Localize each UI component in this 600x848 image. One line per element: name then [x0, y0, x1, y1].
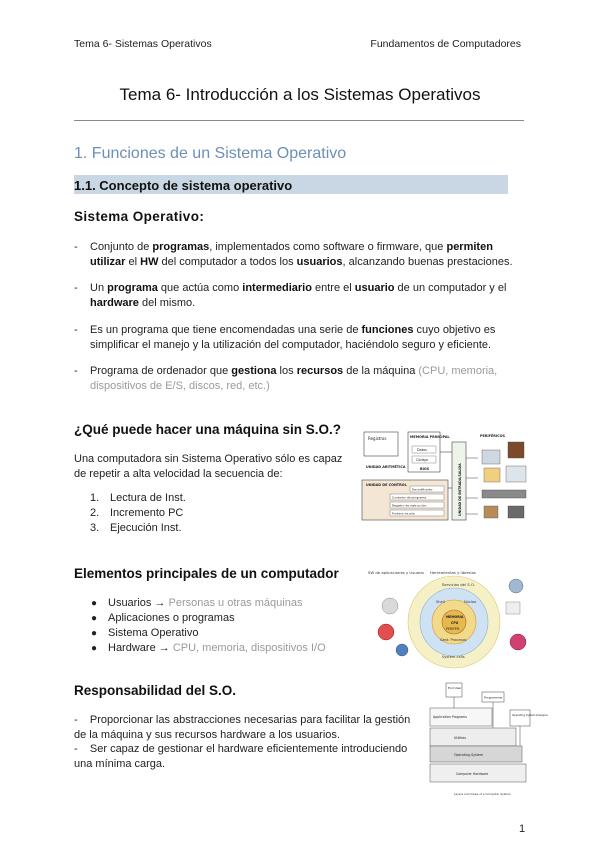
svg-text:Código: Código	[416, 458, 428, 462]
svg-text:Shell: Shell	[436, 600, 445, 604]
os-layers-ring-diagram	[366, 566, 530, 670]
document-title: Tema 6- Introducción a los Sistemas Operativos	[119, 85, 481, 104]
definition-bullet-2: - Un programa que actúa como intermediario entre el usuario de un computador y el hardware del mismo.	[74, 282, 507, 309]
svg-text:SW de aplicaciones y Usuario: SW de aplicaciones y Usuario	[368, 570, 424, 575]
svg-text:Operating-System: Operating-System	[454, 753, 483, 757]
list-item: 3. Ejecución Inst.	[90, 522, 182, 534]
definition-bullet-4: - Programa de ordenador que gestiona los recursos de la máquina (CPU, memoria, dispositivos de E/S, discos, red, etc.)	[74, 365, 498, 392]
svg-text:MEMORIA: MEMORIA	[446, 615, 464, 619]
computer-icon	[382, 598, 398, 614]
svg-text:UNIDAD DE ENTRADA/SALIDA: UNIDAD DE ENTRADA/SALIDA	[458, 463, 462, 516]
svg-text:Contador de programa: Contador de programa	[392, 495, 427, 500]
svg-text:Utilities: Utilities	[454, 736, 466, 740]
list-item: 1. Lectura de Inst.	[90, 492, 186, 504]
svg-text:Programmer: Programmer	[484, 695, 503, 700]
responsibility-bullet-1: - Proporcionar las abstracciones necesarias para facilitar la gestión de la máquina y sus recursos hardware a los usuarios.	[74, 714, 411, 741]
list-item: ● Aplicaciones o programas	[91, 612, 235, 624]
list-item: ● Hardware → CPU, memoria, dispositivos I/O	[91, 642, 326, 654]
svg-text:System calls: System calls	[442, 655, 465, 659]
subsection-heading: 1.1. Concepto de sistema operativo	[74, 178, 293, 193]
printer-icon	[482, 450, 500, 464]
designer-box	[510, 710, 530, 726]
monitor-icon	[506, 466, 526, 482]
disk-drive-icon	[484, 506, 498, 518]
application-icon	[378, 624, 394, 640]
execution-cycle-list	[90, 491, 186, 536]
speaker-icon	[508, 442, 524, 458]
svg-text:Registro de instrucción: Registro de instrucción	[392, 503, 427, 508]
cabinet-icon	[508, 506, 524, 518]
term-heading: Sistema Operativo:	[74, 209, 205, 224]
svg-text:Decodificador: Decodificador	[412, 487, 433, 492]
svg-text:Núcleo: Núcleo	[464, 600, 477, 604]
svg-text:Datos: Datos	[417, 448, 427, 452]
responsibility-heading: Responsabilidad del S.O.	[74, 683, 237, 698]
memory-card-icon	[482, 490, 526, 498]
svg-text:Computer Hardware: Computer Hardware	[456, 772, 489, 776]
utilities-layer	[430, 728, 516, 746]
computer-architecture-diagram	[360, 428, 532, 524]
no-os-heading: ¿Qué puede hacer una máquina sin S.O.?	[74, 422, 342, 437]
svg-text:Operating System Designer: Operating System Designer	[512, 714, 548, 717]
responsibility-bullet-2: - Ser capaz de gestionar el hardware eficientemente introduciendo una mínima carga.	[74, 743, 408, 770]
no-os-paragraph: Una computadora sin Sistema Operativo sólo es capaz de repetir a alta velocidad la secuencia de:	[74, 453, 343, 480]
svg-text:Herramientas y librerías: Herramientas y librerías	[430, 570, 476, 575]
svg-text:Servicios del S.O.: Servicios del S.O.	[442, 582, 475, 587]
header-right-title: Fundamentos de Computadores	[370, 38, 521, 50]
library-icon	[510, 634, 526, 650]
definition-bullet-1: - Conjunto de programas, implementados como software o firmware, que permiten utilizar el HW del computador a todos los usuarios, alcanzando buenas prestaciones.	[74, 241, 513, 268]
svg-text:PERIFÉRICOS: PERIFÉRICOS	[480, 434, 505, 438]
list-item: 2. Incremento PC	[90, 507, 184, 519]
svg-text:UNIDAD ARITMÉTICA: UNIDAD ARITMÉTICA	[366, 465, 406, 469]
title-divider	[74, 120, 524, 121]
tools-icon	[509, 579, 523, 593]
svg-text:MEMORIA PRINCIPAL: MEMORIA PRINCIPAL	[410, 435, 450, 439]
svg-text:Gest. Procesos: Gest. Procesos	[440, 638, 467, 642]
page-number: 1	[519, 823, 526, 835]
section-heading: 1. Funciones de un Sistema Operativo	[74, 145, 347, 162]
documents-icon	[506, 602, 520, 614]
network-icon	[396, 644, 408, 656]
svg-text:UNIDAD DE CONTROL: UNIDAD DE CONTROL	[366, 483, 407, 487]
svg-text:CPU: CPU	[451, 621, 459, 625]
svg-text:BIOS: BIOS	[420, 467, 430, 471]
definition-bullet-3: - Es un programa que tiene encomendadas una serie de funciones cuyo objetivo es simplificar el manejo y la utilización del computador, haciéndolo seguro y eficiente.	[74, 324, 496, 351]
list-item: ● Sistema Operativo	[91, 627, 199, 639]
svg-text:Application Programs: Application Programs	[433, 715, 467, 719]
elements-list	[91, 596, 326, 656]
header-left-title: Tema 6- Sistemas Operativos	[74, 38, 212, 50]
list-item: ● Usuarios → Personas u otras máquinas	[91, 597, 303, 609]
svg-text:End User: End User	[448, 686, 462, 690]
svg-text:Puntero de pila: Puntero de pila	[392, 511, 415, 516]
svg-text:Registros: Registros	[368, 436, 387, 441]
scanner-icon	[484, 468, 500, 482]
svg-text:PERIFÉR.: PERIFÉR.	[446, 627, 461, 631]
svg-text:Layers and Views of a Computer: Layers and Views of a Computer System	[454, 792, 511, 796]
layers-views-diagram	[424, 680, 548, 800]
elements-heading: Elementos principales de un computador	[74, 566, 339, 581]
